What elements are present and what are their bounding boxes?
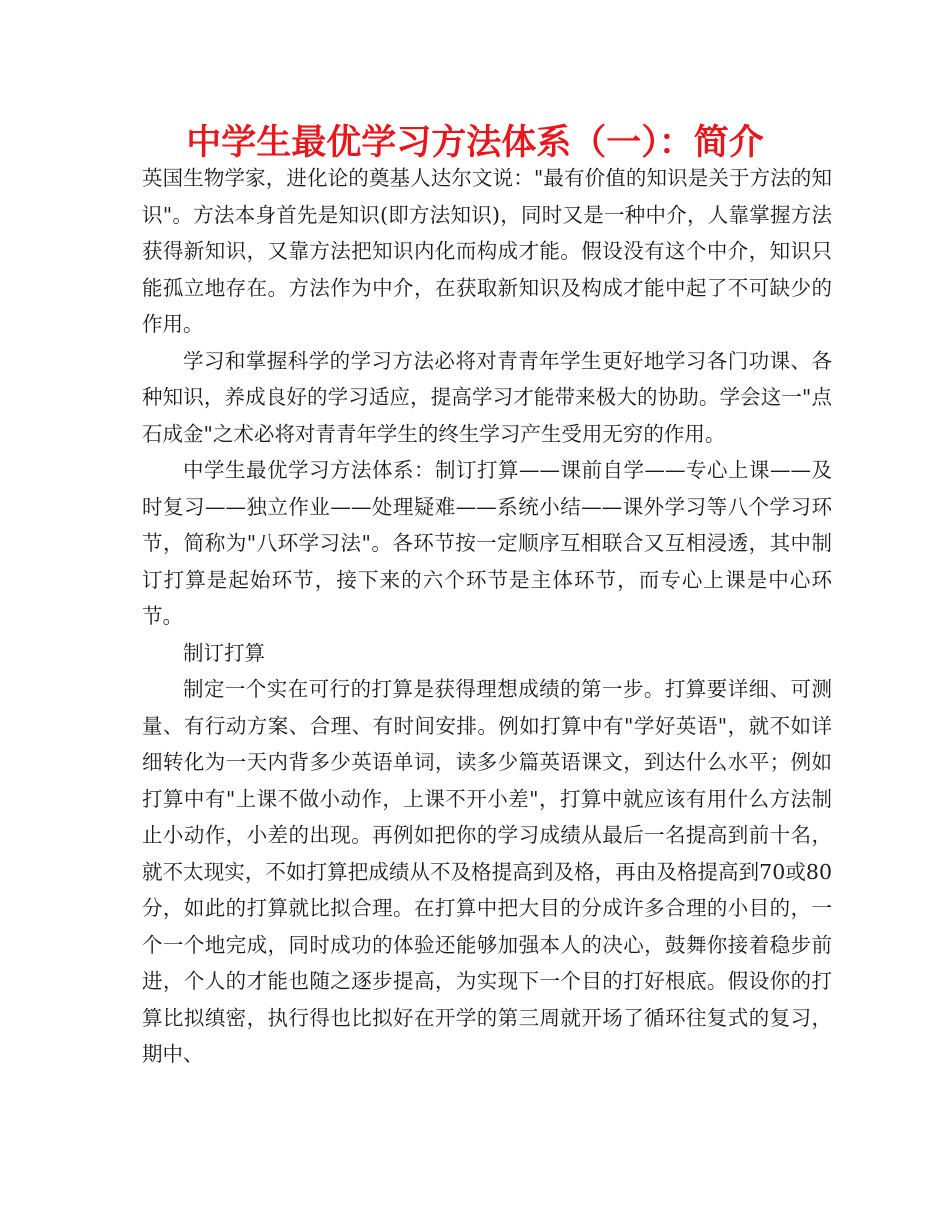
paragraph-method-system: 中学生最优学习方法体系：制订打算——课前自学——专心上课——及时复习——独立作业——处理疑难——系统小结——课外学习等八个学习环节，简称为"八环学习法"。各环节按一定顺序互相联合又互相浸透，其中制订打算是起始环节，接下来的六个环节是主体环节，而专心上课是中心环节。 [142, 458, 832, 628]
document-title: 中学生最优学习方法体系（一）：简介 [186, 123, 764, 163]
paragraph-learning-methods: 学习和掌握科学的学习方法必将对青青年学生更好地学习各门功课、各种知识，养成良好的学习适应，提高学习才能带来极大的协助。学会这一"点石成金"之术必将对青青年学生的终生学习产生受用无穷的作用。 [142, 348, 832, 446]
document-body [142, 160, 832, 1073]
section-heading-make-plan: 制订打算 [183, 640, 265, 665]
paragraph-darwin-quote: 英国生物学家，进化论的奠基人达尔文说："最有价值的知识是关于方法的知识"。方法本身首先是知识(即方法知识)，同时又是一种中介，人靠掌握方法获得新知识，又靠方法把知识内化而构成才能。假设没有这个中介，知识只能孤立地存在。方法作为中介，在获取新知识及构成才能中起了不可缺少的作用。 [142, 166, 832, 336]
paragraph-make-plan: 制定一个实在可行的打算是获得理想成绩的第一步。打算要详细、可测量、有行动方案、合理、有时间安排。例如打算中有"学好英语"，就不如详细转化为一天内背多少英语单词，读多少篇英语课文，到达什么水平；例如打算中有"上课不做小动作，上课不开小差"，打算中就应该有用什么方法制止小动作，小差的出现。再例如把你的学习成绩从最后一名提高到前十名，就不太现实，不如打算把成绩从不及格提高到及格，再由及格提高到70或80分，如此的打算就比拟合理。在打算中把大目的分成许多合理的小目的，一个一个地完成，同时成功的体验还能够加强本人的决心，鼓舞你接着稳步前进，个人的才能也随之逐步提高，为实现下一个目的打好根底。假设你的打算比拟缜密，执行得也比拟好在开学的第三周就开场了循环往复式的复习，期中、 [142, 677, 832, 1066]
